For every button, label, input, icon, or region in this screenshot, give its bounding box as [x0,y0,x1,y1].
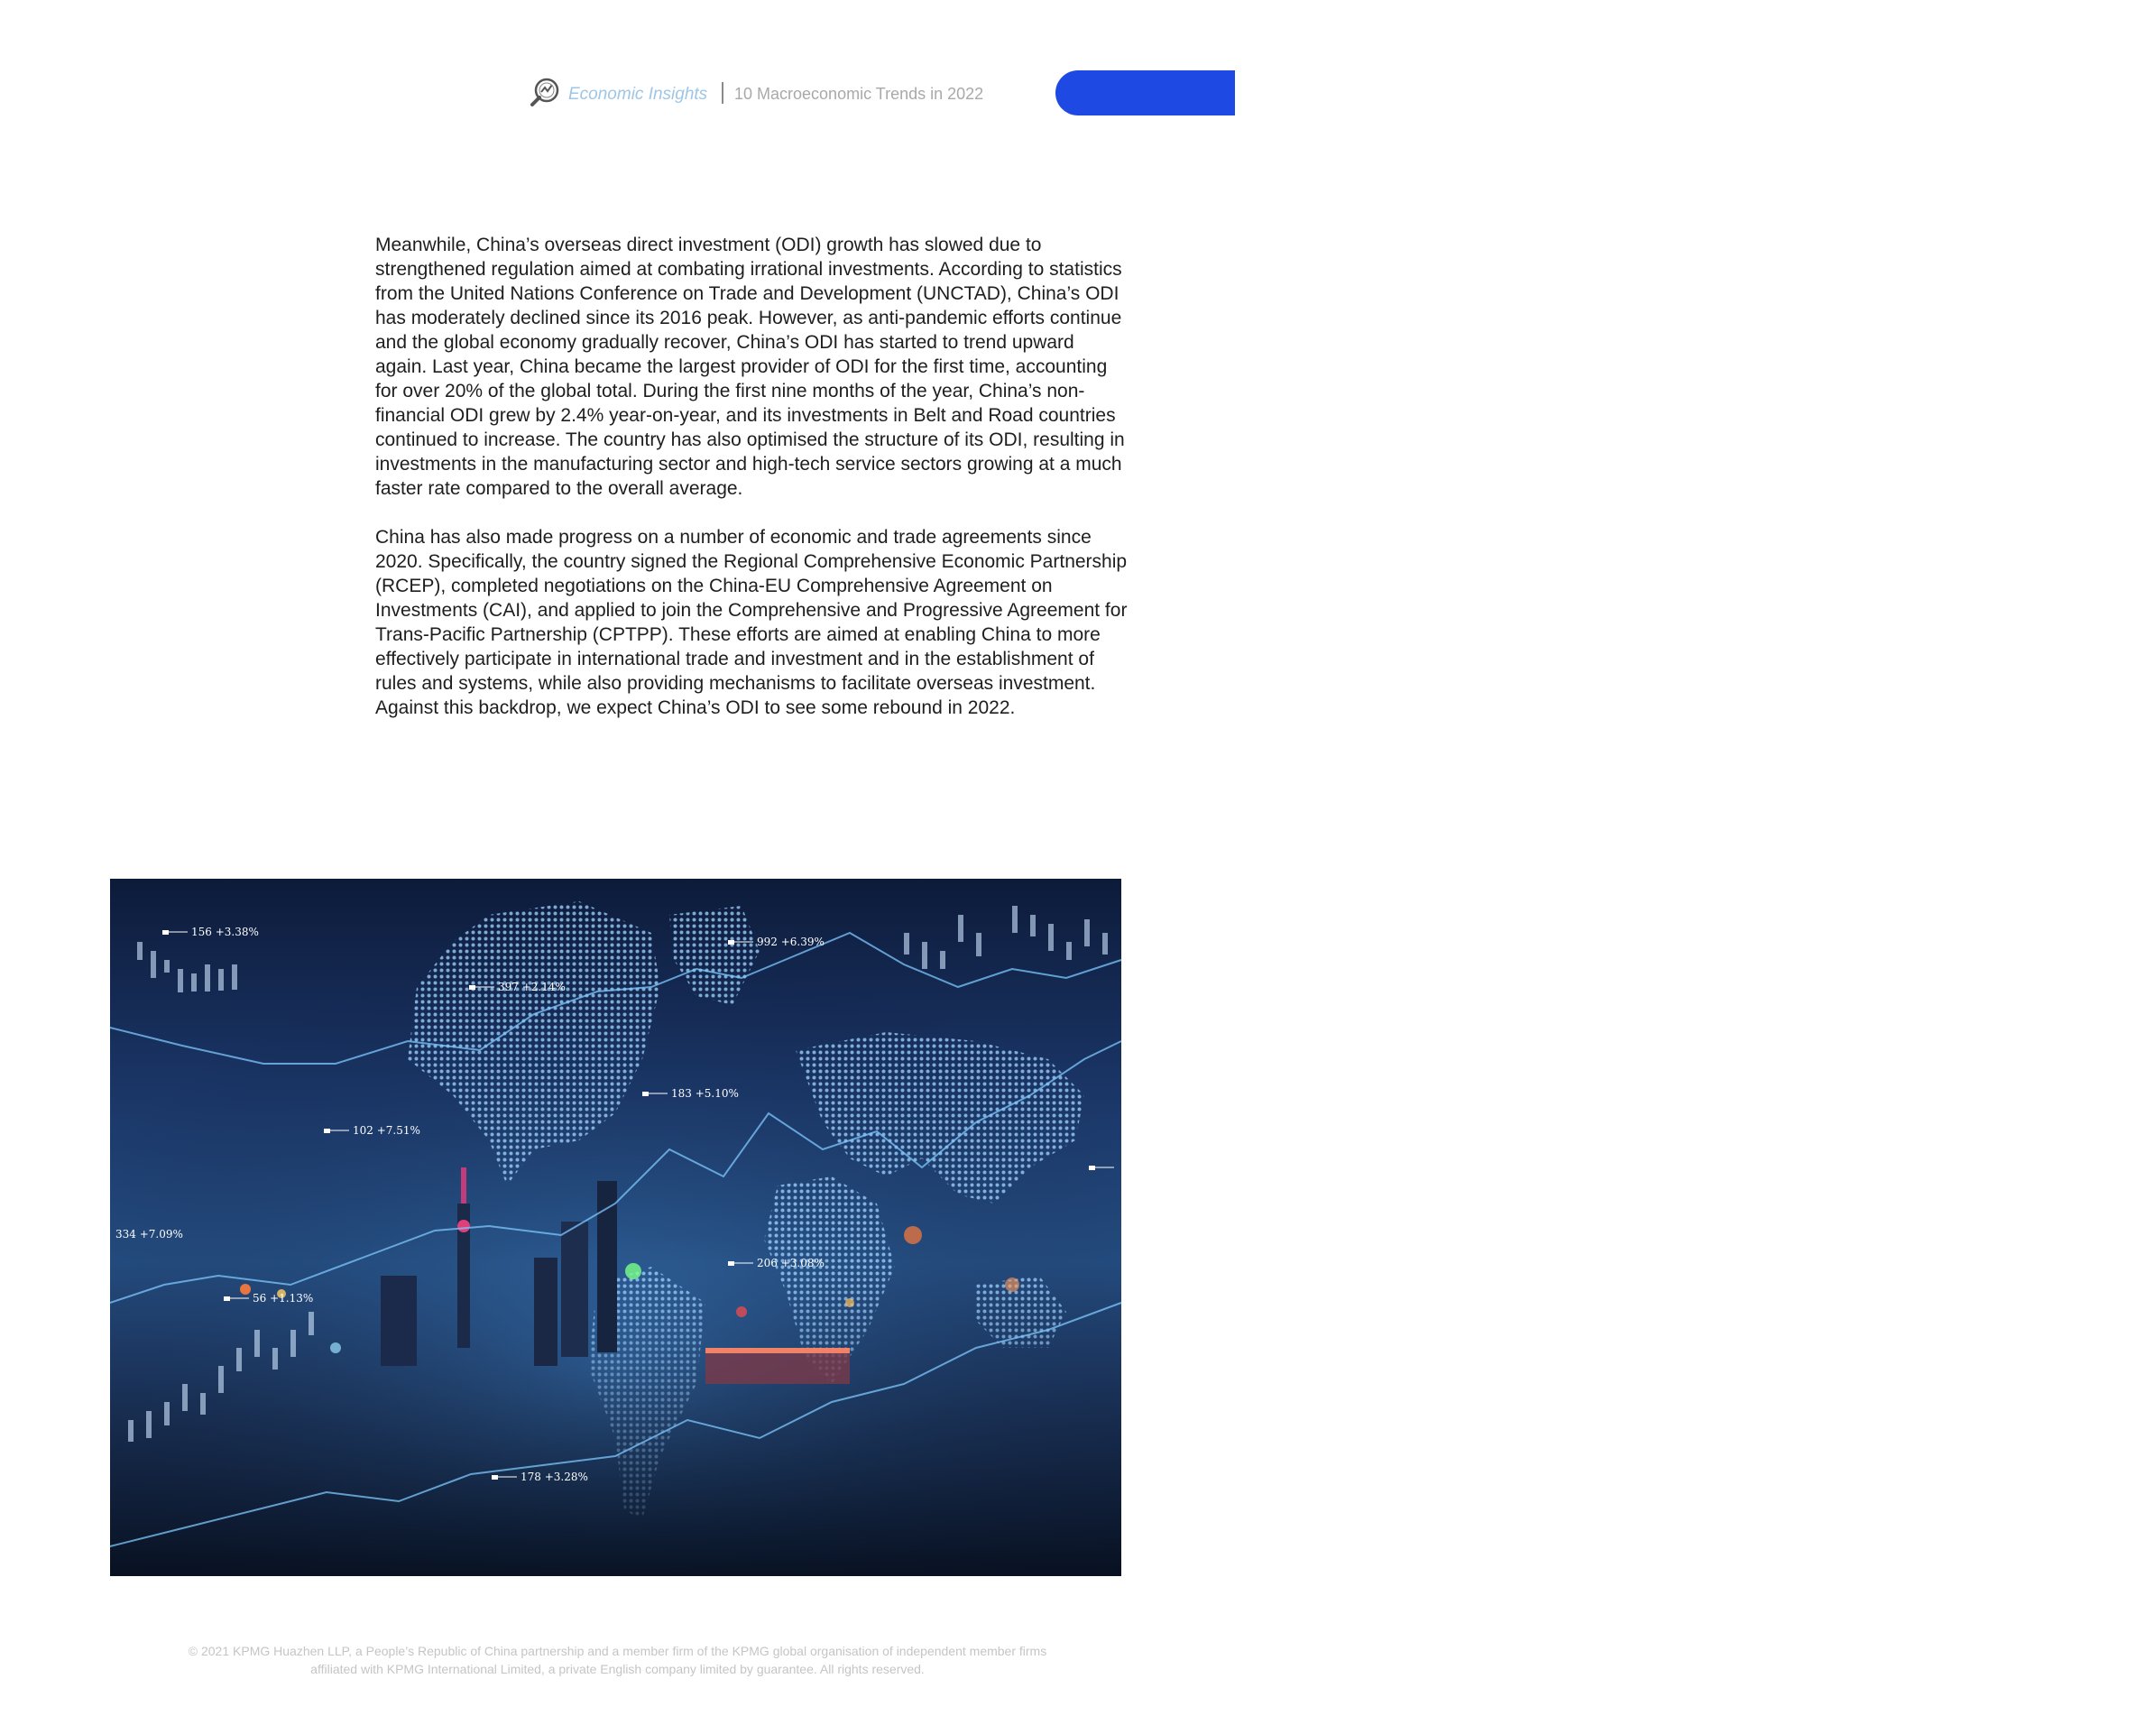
copyright-footer [90,1642,1145,1678]
footer-line-2: affiliated with KPMG International Limited, a private English company limited by guarantee. All rights reserved. [310,1662,925,1676]
economic-insights-logo-icon [529,76,561,108]
page-number: 18 [2137,83,2156,102]
ticker-label-9: 178 +3.28% [521,1471,588,1483]
page-header [0,70,2156,117]
paragraph-2: China has also made progress on a number of economic and trade agreements since 2020. Specifically, the country signed the Regional Comprehensive Economic Partnership (RCEP), completed negotiations on the China-EU Comprehensive Agreement on Investments (CAI), and applied to join the Comprehensive and Progressive Agreement for Trans-Pacific Partnership (CPTPP). These efforts are aimed at enabling China to more effectively participate in international trade and investment and in the establishment of rules and systems, while also providing mechanisms to facilitate overseas investment. Against this backdrop, we expect China’s ODI to see some rebound in 2022. [375,527,1128,718]
header-separator [722,82,723,104]
ticker-label-7: 56 +1.13% [253,1292,314,1305]
hero-image-graphic [110,879,1121,1576]
ticker-label-1: 156 +3.38% [191,926,259,938]
hero-image-world-map-city [110,879,1121,1576]
ticker-label-4: 183 +5.10% [671,1087,739,1100]
ticker-label-3: 992 +6.39% [757,936,825,948]
header-brand: Economic Insights [568,85,708,104]
ticker-label-2: 397 +2.14% [498,981,566,993]
ticker-label-8: 206 +3.08% [757,1257,825,1269]
paragraph-1: Meanwhile, China’s overseas direct investment (ODI) growth has slowed due to strengthened regulation aimed at combating irrational investments. According to statistics from the United Nations Conference on Trade and Development (UNCTAD), China’s ODI has moderately declined since its 2016 peak. However, as anti-pandemic efforts continue and the global economy gradually recover, China’s ODI has started to trend upward again. Last year, China became the largest provider of ODI for the first time, accounting for over 20% of the global total. During the first nine months of the year, China’s non-financial ODI grew by 2.4% year-on-year, and its investments in Belt and Road countries continued to increase. The country has also optimised the structure of its ODI, resulting in investments in the manufacturing sector and high-tech service sectors growing at a much faster rate compared to the overall average. [375,235,1125,499]
footer-line-1: © 2021 KPMG Huazhen LLP, a People’s Republic of China partnership and a member firm of the KPMG global organisation of independent member firms [188,1644,1047,1658]
ticker-label-5: 102 +7.51% [353,1124,420,1137]
ticker-label-6: 334 +7.09% [115,1228,183,1241]
page-number-tab [1055,70,2156,115]
header-subtitle: 10 Macroeconomic Trends in 2022 [734,85,984,103]
body-text [375,233,1129,744]
